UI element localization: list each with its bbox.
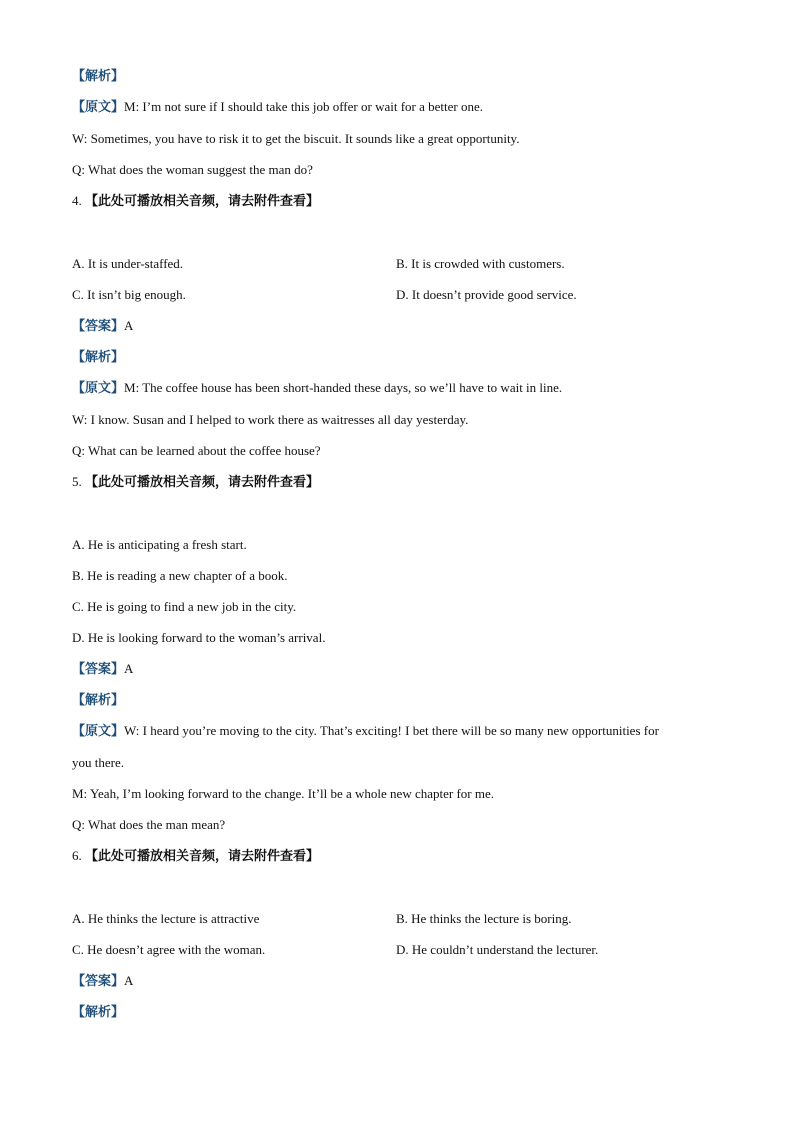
q5-answer [72,661,133,678]
analysis-label: 【解析】 [72,69,125,84]
transcript-text: M: I’m not sure if I should take this job offer or wait for a better one. [124,99,483,114]
q4-option-b: B. It is crowded with customers. [396,256,565,271]
q6-option-a: A. He thinks the lecture is attractive [72,911,260,926]
transcript-text: W: I heard you’re moving to the city. That’s exciting! I bet there will be so many new opportunities for [124,723,659,738]
q5-option-b: B. He is reading a new chapter of a book. [72,568,288,583]
q6-answer [72,973,133,990]
answer-label: 【答案】 [72,974,125,989]
transcript-q5-woman-line2: you there. [72,755,124,770]
transcript-q5-question: Q: What does the man mean? [72,817,226,832]
question-5-header [72,474,319,491]
transcript-q3-woman: W: Sometimes, you have to risk it to get the biscuit. It sounds like a great opportunity. [72,131,520,146]
transcript-q4-question: Q: What can be learned about the coffee house? [72,443,321,458]
transcript-q4-man [72,380,562,397]
q5-analysis-heading [72,692,124,709]
question-number: 4. [72,193,82,208]
q4-analysis-heading [72,349,124,366]
q6-option-d: D. He couldn’t understand the lecturer. [396,942,599,957]
q4-option-c: C. It isn’t big enough. [72,287,186,302]
analysis-label: 【解析】 [72,350,125,365]
question-number: 6. [72,848,82,863]
transcript-label: 【原文】 [72,100,125,115]
transcript-text: M: The coffee house has been short-handed these days, so we’ll have to wait in line. [124,380,563,395]
question-4-header [72,193,319,210]
audio-placeholder: 【此处可播放相关音频，请去附件查看】 [85,849,320,864]
q6-option-b: B. He thinks the lecture is boring. [396,911,572,926]
transcript-q3-question: Q: What does the woman suggest the man do? [72,162,313,177]
q6-option-c: C. He doesn’t agree with the woman. [72,942,266,957]
q5-option-c: C. He is going to find a new job in the city. [72,599,297,614]
transcript-q5-woman-line1 [72,723,722,740]
q4-answer [72,318,133,335]
transcript-q5-man: M: Yeah, I’m looking forward to the change. It’ll be a whole new chapter for me. [72,786,495,801]
analysis-label: 【解析】 [72,1005,125,1020]
audio-placeholder: 【此处可播放相关音频，请去附件查看】 [85,194,320,209]
transcript-q4-woman: W: I know. Susan and I helped to work there as waitresses all day yesterday. [72,412,469,427]
answer-label: 【答案】 [72,319,125,334]
question-6-header [72,848,319,865]
q5-option-d: D. He is looking forward to the woman’s arrival. [72,630,326,645]
answer-value: A [124,661,134,676]
analysis-label: 【解析】 [72,693,125,708]
question-number: 5. [72,474,82,489]
answer-value: A [124,318,134,333]
analysis-heading-q3 [72,68,124,85]
q4-option-d: D. It doesn’t provide good service. [396,287,577,302]
q5-option-a: A. He is anticipating a fresh start. [72,537,247,552]
audio-placeholder: 【此处可播放相关音频，请去附件查看】 [85,475,320,490]
transcript-label: 【原文】 [72,381,125,396]
q6-analysis-heading [72,1004,124,1021]
answer-value: A [124,973,134,988]
answer-label: 【答案】 [72,662,125,677]
transcript-label: 【原文】 [72,724,125,739]
transcript-q3-man [72,99,483,116]
q4-option-a: A. It is under-staffed. [72,256,184,271]
